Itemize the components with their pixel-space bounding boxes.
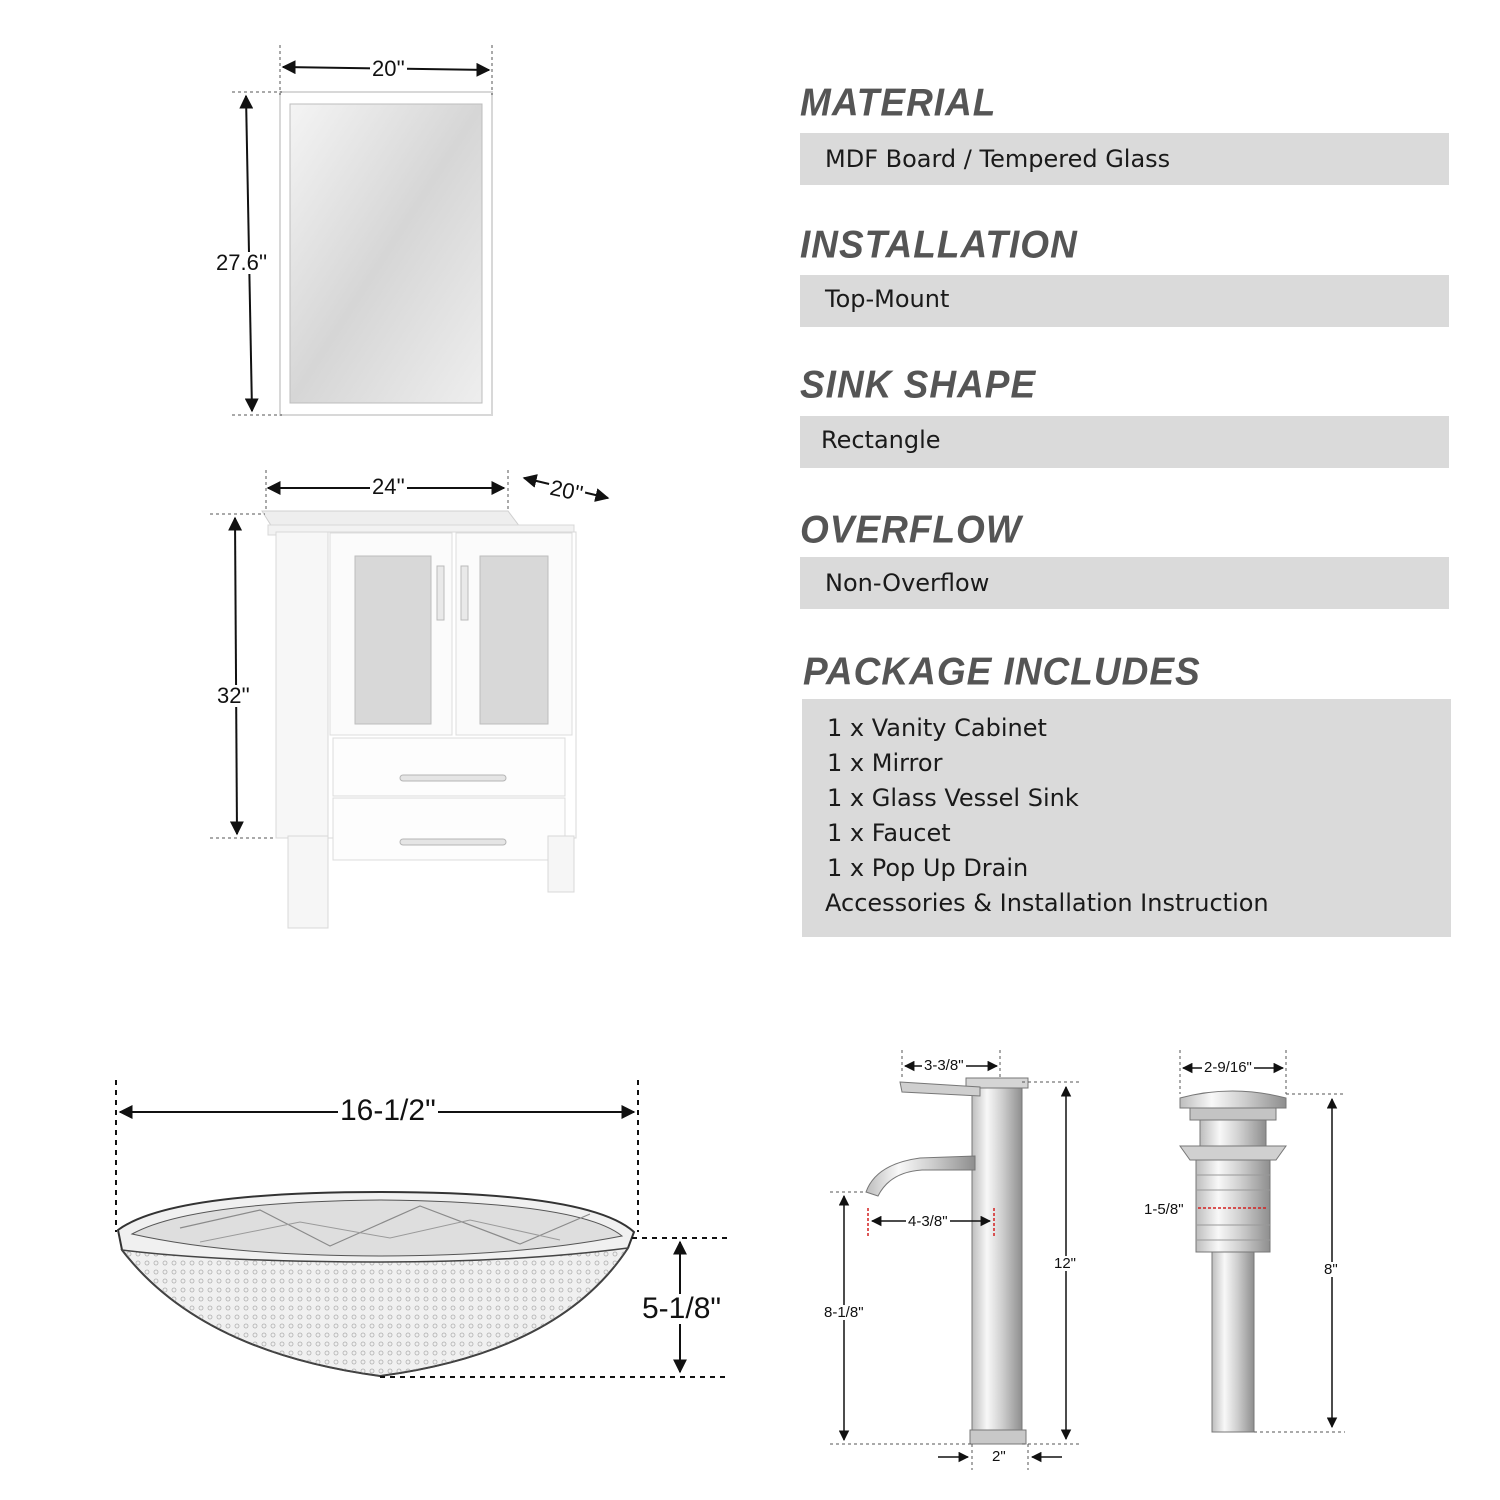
mirror-illustration: [232, 45, 492, 415]
package-heading: PACKAGE INCLUDES: [803, 649, 1201, 693]
overflow-heading: OVERFLOW: [800, 507, 1022, 551]
sink-width-label: 16-1/2": [340, 1094, 436, 1127]
faucet-reach-label: 4-3/8": [908, 1213, 948, 1230]
material-value: MDF Board / Tempered Glass: [825, 145, 1171, 173]
package-item: 1 x Mirror: [827, 749, 943, 777]
sink-shape-value: Rectangle: [821, 426, 941, 454]
overflow-value: Non-Overflow: [825, 569, 990, 597]
package-list: [827, 711, 1451, 921]
package-item: Accessories & Installation Instruction: [825, 889, 1269, 917]
installation-value: Top-Mount: [825, 285, 950, 313]
overflow-box: [800, 557, 1449, 609]
material-heading: MATERIAL: [800, 80, 997, 124]
package-item: 1 x Pop Up Drain: [827, 854, 1029, 882]
installation-heading: INSTALLATION: [800, 222, 1078, 266]
installation-box: [800, 275, 1449, 327]
package-item: 1 x Glass Vessel Sink: [827, 784, 1079, 812]
faucet-spout-height-label: 8-1/8": [824, 1304, 864, 1321]
sink-height-label: 5-1/8": [642, 1292, 722, 1325]
drain-cap-label: 2-9/16": [1204, 1059, 1252, 1076]
faucet-height-label: 12": [1054, 1255, 1077, 1272]
package-item: 1 x Faucet: [827, 819, 951, 847]
package-box: [802, 699, 1451, 937]
cabinet-illustration: [210, 470, 608, 928]
drain-length-label: 8": [1324, 1261, 1338, 1278]
drain-illustration: [1180, 1050, 1345, 1432]
cabinet-height-label: 32'': [217, 683, 250, 708]
faucet-base-label: 2": [992, 1448, 1006, 1465]
faucet-illustration: [830, 1050, 1080, 1470]
sink-shape-heading: SINK SHAPE: [800, 362, 1037, 406]
cabinet-width-label: 24'': [372, 474, 405, 499]
mirror-height-label: 27.6'': [216, 250, 268, 275]
faucet-spout-base-label: 3-3/8": [924, 1057, 964, 1074]
drain-thread-label: 1-5/8": [1144, 1201, 1184, 1218]
package-item: 1 x Vanity Cabinet: [827, 714, 1047, 742]
sink-shape-box: [800, 416, 1449, 468]
material-box: [800, 133, 1449, 185]
cabinet-depth-label: 20'': [547, 474, 586, 507]
mirror-width-label: 20'': [372, 56, 405, 81]
